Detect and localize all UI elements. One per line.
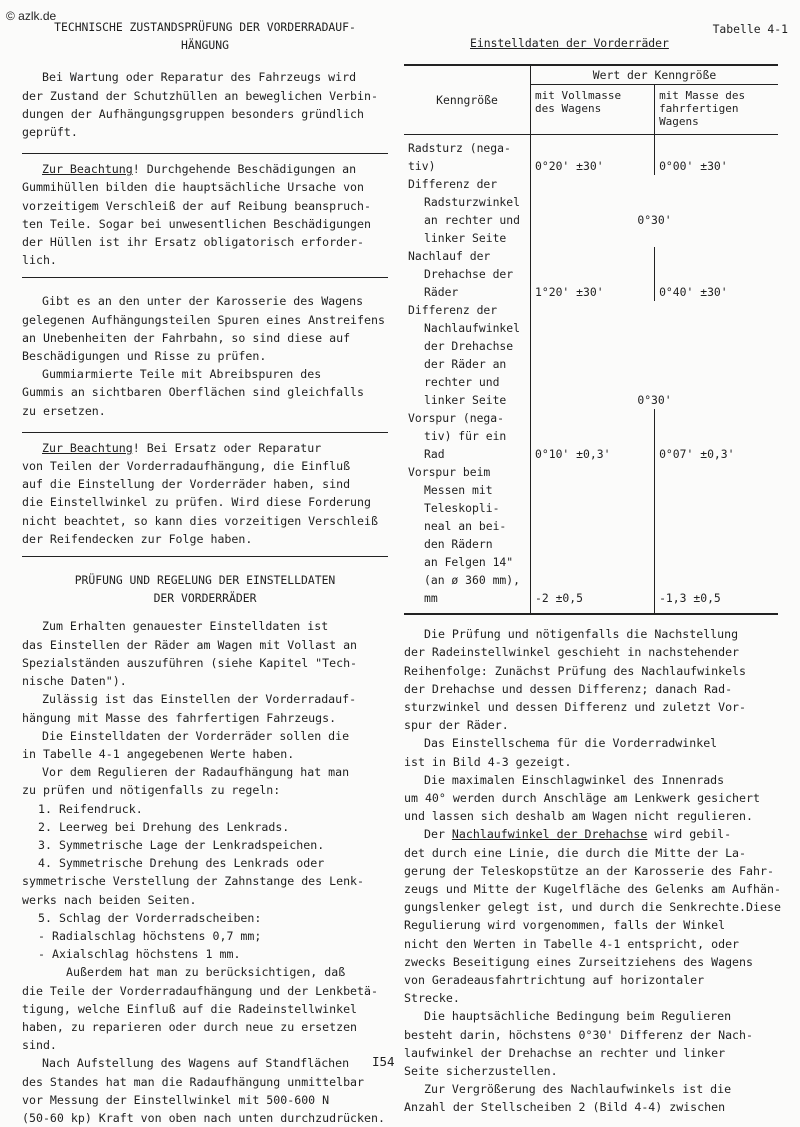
- paragraph-alignment-intro: Zum Erhalten genauester Einstelldaten ist das Einstellen der Räder am Wagen mit Vollast an Spezialständen auszuführen (siehe Kapitel "Tech- nische Daten").: [22, 619, 358, 689]
- paragraph-consider: Außerdem hat man zu berücksichtigen, daß die Teile der Vorderradaufhängung und der Lenkbetä- tigung, welche Einfluß auf die Radeinstellwinkel haben, zu reparieren oder durch neue zu ersetzen sind.: [22, 965, 378, 1053]
- column-header-ready-to-drive: mit Masse des fahrfertigen Wagens: [655, 85, 778, 135]
- list-item: 2. Leerweg bei Drehung des Lenkrads.: [38, 819, 290, 834]
- right-column: [404, 22, 788, 1117]
- paragraph-permitted: Zulässig ist das Einstellen der Vorderradauf- hängung mit Masse des fahrfertigen Fahrzeugs.: [22, 692, 357, 725]
- table-row: Vorspur beim Messen mit Teleskopli- neal an bei- den Rädern an Felgen 14" (an ø 360 mm), mm -2 ±0,5 -1,3 ±0,5: [404, 463, 778, 614]
- list-item: 4. Symmetrische Drehung des Lenkrads oder: [38, 856, 325, 871]
- table-caption: Tabelle 4-1: [712, 22, 788, 36]
- list-item: 3. Symmetrische Lage der Lenkradspeichen.: [38, 837, 325, 852]
- left-column: [22, 18, 388, 1127]
- paragraph-table-reference: Die Einstelldaten der Vorderräder sollen die in Tabelle 4-1 angegebenen Werte haben.: [22, 728, 350, 761]
- paragraph-checklist-intro: Vor dem Regulieren der Radaufhängung hat man zu prüfen und nötigenfalls zu regeln:: [22, 765, 350, 798]
- table-row: Nachlauf der Drehachse der Räder 1°20' ±30' 0°40' ±30': [404, 247, 778, 301]
- list-item: 1. Reifendruck.: [38, 801, 143, 816]
- column-header-wert: Wert der Kenngröße: [531, 65, 779, 85]
- table-row: Differenz der Radsturzwinkel an rechter und linker Seite 0°30': [404, 175, 778, 247]
- page-number: I54: [372, 1054, 395, 1069]
- table-title: Einstelldaten der Vorderräder: [470, 36, 669, 50]
- paragraph-increase-caster: Zur Vergrößerung des Nachlaufwinkels ist die Anzahl der Stellscheiben 2 (Bild 4-4) zwischen: [404, 1082, 732, 1115]
- table-row: Differenz der Nachlaufwinkel der Drehachse der Räder an rechter und linker Seite 0°30': [404, 301, 778, 409]
- paragraph-rubber-parts: Gummiarmierte Teile mit Abreibspuren des Gummis an sichtbaren Oberflächen sind gleichfalls zu ersetzen.: [22, 367, 365, 418]
- term-caster-angle: Nachlaufwinkel der Drehachse: [451, 827, 648, 842]
- notice-label: Zur Beachtung: [42, 440, 133, 455]
- table-row: Radsturz (nega- tiv) 0°20' ±30' 0°00' ±30': [404, 135, 778, 176]
- notice-box-replacement: Zur Beachtung! Bei Ersatz oder Reparatur von Teilen der Vorderradaufhängung, die Einfluß auf die Einstellung der Vorderräder haben, sind die Einstellwinkel zu prüfen. Wird diese Forderung nicht beachtet, so kann dies vorzeitigen Verschleiß der Reifendecken zur Folge haben.: [22, 432, 388, 557]
- paragraph-main-condition: Die hauptsächliche Bedingung beim Regulieren besteht darin, höchstens 0°30' Differenz der Nach- laufwinkel der Drehachse an rechter und linker Seite sicherzustellen.: [404, 1009, 754, 1079]
- notice-box-rubber-covers: Zur Beachtung! Durchgehende Beschädigungen an Gummihüllen bilden die hauptsächliche Ursache von vorzeitigem Verschleiß der auf Reibung beanspruch- ten Teile. Sogar bei unwesentlichen Beschädigungen der Hüllen ist ihr Ersatz obligatorisch erforder- lich.: [22, 153, 388, 278]
- watermark: © azlk.de: [6, 9, 57, 23]
- paragraph-caster-definition: Der Nachlaufwinkel der Drehachse wird gebil- det durch eine Linie, die durch die Mitte der La- gerung der Teleskopstütze an der Karosserie des Fahr- zeugs und Mitte der Kugelfläche des Gelenks am Aufhän- gungslenker gelegt ist, und durch die Senkrechte.Diese Regulierung wird vorgenommen, falls der Winkel nicht den Werten in Tabelle 4-1 entspricht, oder zwecks Beseitigung eines Zurseitziehens des Wagens von Geradeausfahrtrichtung auf horizontaler Strecke.: [404, 827, 781, 1006]
- table-row: Vorspur (nega- tiv) für ein Rad 0°10' ±0,3' 0°07' ±0,3': [404, 409, 778, 463]
- paragraph-maintenance: Bei Wartung oder Reparatur des Fahrzeugs wird der Zustand der Schutzhüllen an beweglichen Verbin- dungen der Aufhängungsgruppen besonders gründlich geprüft.: [22, 70, 378, 140]
- alignment-data-table: [404, 64, 778, 615]
- list-item: 5. Schlag der Vorderradscheiben:: [38, 910, 262, 925]
- checklist: 1. Reifendruck. 2. Leerweg bei Drehung des Lenkrads. 3. Symmetrische Lage der Lenkradspeichen. 4. Symmetrische Drehung des Lenkrads oder symmetrische Verstellung der Zahnstange des Lenk- werks nach beiden Seiten. 5. Schlag der Vorderradscheiben: - Radialschlag höchstens 0,7 mm; - Axialschlag höchstens 1 mm.: [22, 800, 388, 964]
- column-header-full-load: mit Vollmasse des Wagens: [531, 85, 655, 135]
- section-heading-technical-check: TECHNISCHE ZUSTANDSPRÜFUNG DER VORDERRADAUF- HÄNGUNG: [54, 20, 356, 53]
- sub-list-item: - Axialschlag höchstens 1 mm.: [38, 947, 241, 962]
- right-text: [404, 615, 788, 1116]
- paragraph-order: Die Prüfung und nötigenfalls die Nachstellung der Radeinstellwinkel geschieht in nachstehender Reihenfolge: Zunächst Prüfung des Nachlaufwinkels der Drehachse und dessen Differenz; danach Rad- sturzwinkel und dessen Differenz und zuletzt Vor- spur der Räder.: [404, 627, 747, 733]
- column-header-kenngroesse: Kenngröße: [404, 65, 531, 135]
- paragraph-schema: Das Einstellschema für die Vorderradwinkel ist in Bild 4-3 gezeigt.: [404, 736, 718, 769]
- section-heading-alignment: PRÜFUNG UND REGELUNG DER EINSTELLDATEN DER VORDERRÄDER: [74, 573, 336, 606]
- sub-list-item: - Radialschlag höchstens 0,7 mm;: [38, 928, 262, 943]
- paragraph-underbody-parts: Gibt es an den unter der Karosserie des Wagens gelegenen Aufhängungsteilen Spuren eines Anstreifens an Unebenheiten der Fahrbahn, so sind diese auf Beschädigungen und Risse zu prüfen.: [22, 294, 385, 364]
- paragraph-press-down: Nach Aufstellung des Wagens auf Standflächen des Standes hat man die Radaufhängung unmittelbar vor Messung der Einstellwinkel mit 500-600 N (50-60 kp) Kraft von oben nach unten durchzudrücken.: [22, 1056, 385, 1125]
- paragraph-max-angle: Die maximalen Einschlagwinkel des Innenrads um 40° werden durch Anschläge am Lenkwerk gesichert und lassen sich deshalb am Wagen nicht regulieren.: [404, 772, 760, 824]
- notice-label: Zur Beachtung: [42, 162, 133, 177]
